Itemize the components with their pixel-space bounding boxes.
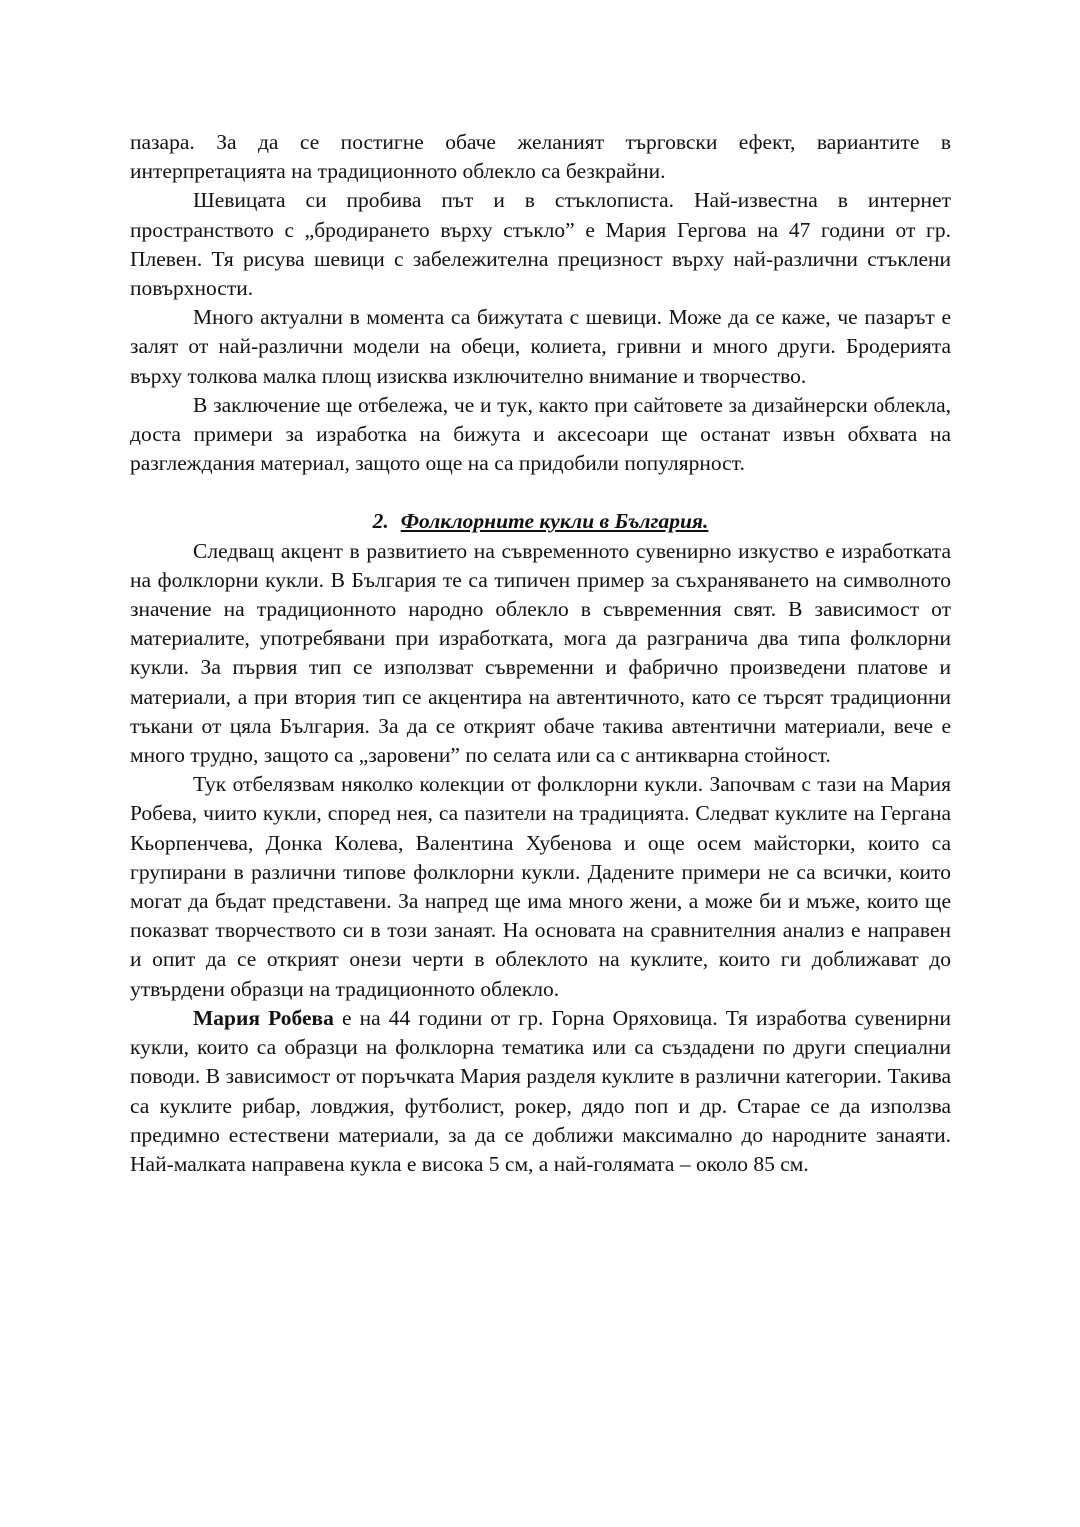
paragraph-maria-robeva (130, 1004, 951, 1179)
paragraph-glass-painting: Шевицата си пробива път и в стъклописта. Най-известна в интернет пространството с „бродирането върху стъкло” е Мария Гергова на 47 години от гр. Плевен. Тя рисува шевици с забележителна прецизност върху най-различни стъклени повърхности. (130, 188, 951, 301)
section-number: 2. (372, 509, 389, 534)
paragraph-continuation: пазара. За да се постигне обаче желаният търговски ефект, вариантите в интерпретацията на традиционното облекло са безкрайни. (130, 130, 951, 184)
maria-robeva-text: е на 44 години от гр. Горна Оряховица. Тя изработва сувенирни кукли, които са образци на фолклорна тематика или са създадени по други специални поводи. В зависимост от поръчката Мария разделя куклите в различни категории. Такива са куклите рибар, ловджия, футболист, рокер, дядо поп и др. Старае се да използва предимно естествени материали, за да се доближи максимално до народните занаяти. Най-малката направена кукла е висока 5 см, а най-голямата – около 85 см. (130, 1005, 951, 1176)
paragraph-collections: Тук отбелязвам няколко колекции от фолклорни кукли. Започвам с тази на Мария Робева, чиито кукли, според нея, са пазители на традицията. Следват куклите на Гергана Кьорпенчева, Донка Колева, Валентина Хубенова и още осем майсторки, които са групирани в различни типове фолклорни кукли. Дадените примери не са всички, които могат да бъдат представени. За напред ще има много жени, а може би и мъже, които ще показват творчеството си в този занаят. На основата на сравнителния анализ е направен и опит да се открият онези черти в облеклото на куклите, които ги доближават до утвърдени образци на традиционното облекло. (130, 772, 951, 1001)
paragraph-conclusion: В заключение ще отбележа, че и тук, както при сайтовете за дизайнерски облекла, доста примери за изработка на бижута и аксесоари ще останат извън обхвата на разглеждания материал, защото още на са придобили популярност. (130, 392, 951, 476)
maria-robeva-name: Мария Робева (193, 1005, 334, 1030)
document-page (130, 128, 951, 1179)
paragraph-jewelry: Много актуални в момента са бижутата с шевици. Може да се каже, че пазарът е залят от най-различни модели на обеци, колиета, гривни и много други. Бродерията върху толкова малка площ изисква изключително внимание и творчество. (130, 305, 951, 388)
section-heading (130, 507, 951, 536)
section-title: Фолклорните кукли в България. (400, 509, 709, 534)
paragraph-folk-dolls-intro: Следващ акцент в развитието на съвременното сувенирно изкуство е изработката на фолклорни кукли. В България те са типичен пример за съхраняването на символното значение на традиционното народно облекло в съвременния свят. В зависимост от материалите, употребявани при изработката, мога да разгранича два типа фолклорни кукли. За първия тип се използват съвременни и фабрично произведени платове и материали, а при втория тип се акцентира на автентичното, като се търсят традиционни тъкани от цяла България. За да се открият обаче такива автентични материали, вече е много трудно, защото са „заровени” по селата или са с антикварна стойност. (130, 538, 951, 768)
